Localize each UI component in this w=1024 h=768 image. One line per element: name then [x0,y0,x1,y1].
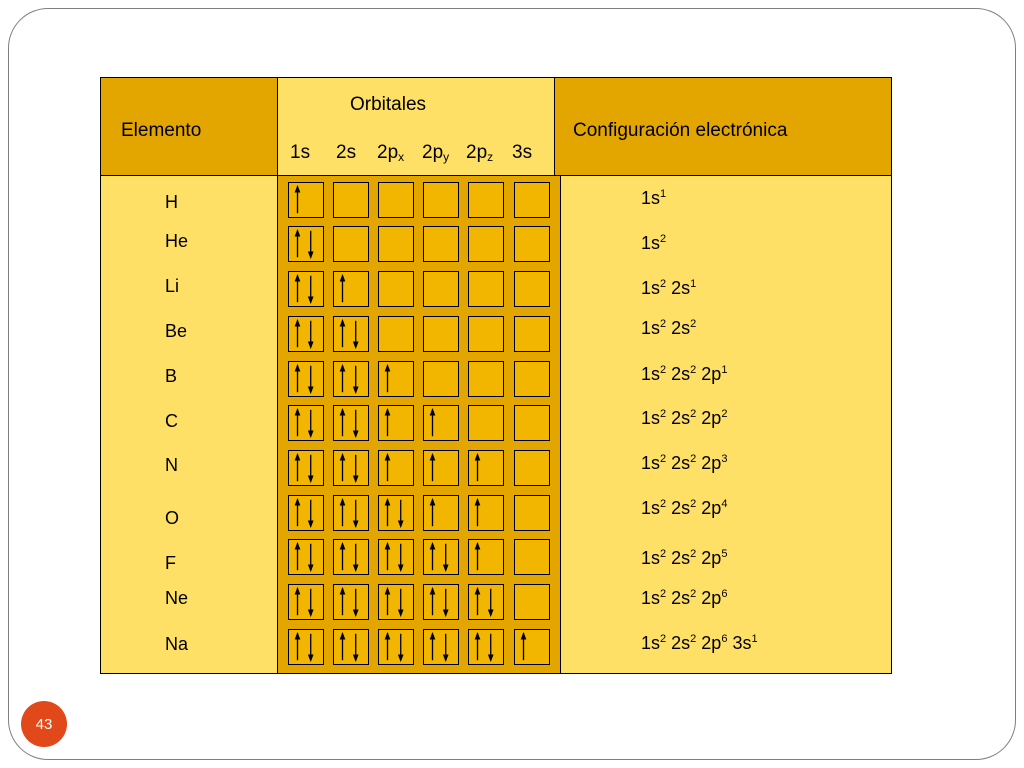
configuration-text: $1s^1$ [641,188,667,208]
orbital-box [423,450,459,486]
element-symbol: N [165,455,178,475]
empty-orbital-icon [424,317,458,351]
up-electron-icon [424,496,458,530]
orbital-box [423,226,459,262]
empty-orbital-icon [469,227,503,261]
orbital-box [468,361,504,397]
orbital-box [333,495,369,531]
element-symbol: B [165,366,178,386]
orbital-box [423,495,459,531]
orbital-box [468,584,504,620]
orbital-box [423,584,459,620]
orbital-box [514,316,550,352]
orbital-box [288,539,324,575]
configuration-text: $1s^2$ $2s^2$ $2p^2$ [641,408,728,428]
configuration-text: $1s^2$ [641,233,667,253]
orbital-box [333,450,369,486]
empty-orbital-icon [379,227,413,261]
empty-orbital-icon [515,585,549,619]
orbital-box [288,584,324,620]
element-symbol: Ne [165,588,189,608]
configuration-text: $1s^2$ $2s^2$ $2p^6$ [641,588,728,608]
orbital-box [378,495,414,531]
orbital-box [468,316,504,352]
up-electron-icon [379,451,413,485]
paired-electrons-icon [424,585,458,619]
configuration-column [561,176,892,674]
orbital-box [333,361,369,397]
orbital-box [468,182,504,218]
orbital-box [378,405,414,441]
orbital-box [423,405,459,441]
orbital-box [423,539,459,575]
empty-orbital-icon [515,496,549,530]
paired-electrons-icon [379,540,413,574]
orbital-box [423,629,459,665]
paired-electrons-icon [334,451,368,485]
orbital-box [288,361,324,397]
paired-electrons-icon [289,227,323,261]
orbital-box [514,539,550,575]
orbital-column [278,176,561,674]
orbital-box [333,539,369,575]
orbital-box [378,182,414,218]
empty-orbital-icon [515,362,549,396]
orbital-box [423,361,459,397]
empty-orbital-icon [334,183,368,217]
empty-orbital-icon [424,362,458,396]
configuration-text: $1s^2$ $2s^2$ $2p^3$ [641,453,728,473]
orbital-box [333,584,369,620]
empty-orbital-icon [424,272,458,306]
orbital-box [378,450,414,486]
page-number-badge: 43 [21,701,67,747]
orbital-box [423,182,459,218]
orbital-box [514,226,550,262]
orbital-box [378,316,414,352]
empty-orbital-icon [424,183,458,217]
paired-electrons-icon [334,406,368,440]
configuration-text: $1s^2$ $2s^2$ [641,318,697,338]
empty-orbital-icon [469,362,503,396]
orbital-label-4: $2p_z$ [466,142,494,164]
element-symbol: Li [165,276,180,296]
header-element-cell [100,77,278,176]
paired-electrons-icon [424,630,458,664]
element-symbol: C [165,411,178,431]
up-electron-icon [289,183,323,217]
paired-electrons-icon [289,272,323,306]
orbital-box [333,629,369,665]
element-symbol: H [165,192,178,212]
paired-electrons-icon [379,496,413,530]
orbital-box [333,405,369,441]
empty-orbital-icon [515,451,549,485]
orbital-label-1: 2s [336,142,357,163]
orbital-box [378,584,414,620]
orbital-box [514,495,550,531]
paired-electrons-icon [289,451,323,485]
empty-orbital-icon [515,227,549,261]
empty-orbital-icon [469,317,503,351]
orbital-box [468,539,504,575]
empty-orbital-icon [469,406,503,440]
empty-orbital-icon [515,183,549,217]
element-symbol: F [165,553,176,573]
header-orbitals: Orbitales [350,94,427,115]
empty-orbital-icon [379,317,413,351]
orbital-label-3: $2p_y$ [422,142,450,164]
paired-electrons-icon [334,585,368,619]
orbital-box [514,629,550,665]
orbital-box [514,361,550,397]
orbital-box [378,629,414,665]
paired-electrons-icon [334,630,368,664]
element-symbol: He [165,231,189,251]
paired-electrons-icon [469,585,503,619]
configuration-text: $1s^2$ $2s^2$ $2p^1$ [641,364,728,384]
orbital-box [468,495,504,531]
header-element: Elemento [121,120,202,141]
paired-electrons-icon [334,317,368,351]
orbital-box [288,629,324,665]
empty-orbital-icon [334,227,368,261]
orbital-box [288,405,324,441]
empty-orbital-icon [515,406,549,440]
orbital-box [378,539,414,575]
orbital-box [333,226,369,262]
paired-electrons-icon [334,362,368,396]
orbital-box [514,584,550,620]
paired-electrons-icon [334,540,368,574]
paired-electrons-icon [289,585,323,619]
empty-orbital-icon [469,272,503,306]
paired-electrons-icon [289,630,323,664]
orbital-box [423,316,459,352]
orbital-label-5: 3s [512,142,533,163]
up-electron-icon [515,630,549,664]
up-electron-icon [424,451,458,485]
orbital-box [514,450,550,486]
empty-orbital-icon [379,183,413,217]
up-electron-icon [424,406,458,440]
paired-electrons-icon [379,630,413,664]
orbital-box [514,405,550,441]
configuration-text: $1s^2$ $2s^1$ [641,278,697,298]
orbital-box [378,271,414,307]
orbital-box [333,271,369,307]
orbital-box [514,271,550,307]
configuration-text: $1s^2$ $2s^2$ $2p^5$ [641,548,728,568]
paired-electrons-icon [289,362,323,396]
paired-electrons-icon [334,496,368,530]
configuration-text: $1s^2$ $2s^2$ $2p^6$ $3s^1$ [641,633,758,653]
empty-orbital-icon [379,272,413,306]
element-column [100,176,278,674]
paired-electrons-icon [289,317,323,351]
orbital-box [288,450,324,486]
orbital-box [288,495,324,531]
paired-electrons-icon [379,585,413,619]
orbital-box [468,450,504,486]
up-electron-icon [469,496,503,530]
orbital-label-2: $2p_x$ [377,142,405,164]
empty-orbital-icon [515,317,549,351]
header-orbitals-cell [278,77,555,176]
up-electron-icon [379,362,413,396]
orbital-box [288,182,324,218]
header-configuration: Configuración electrónica [573,120,788,141]
up-electron-icon [334,272,368,306]
orbital-box [288,226,324,262]
empty-orbital-icon [515,272,549,306]
header-configuration-cell [555,77,892,176]
empty-orbital-icon [469,183,503,217]
paired-electrons-icon [289,540,323,574]
orbital-box [288,316,324,352]
orbital-label-0: 1s [290,142,311,163]
up-electron-icon [379,406,413,440]
orbital-box [333,182,369,218]
orbital-box [378,226,414,262]
orbital-box [468,629,504,665]
element-symbol: Be [165,321,188,341]
electron-configuration-table [100,77,894,675]
paired-electrons-icon [289,406,323,440]
up-electron-icon [469,451,503,485]
orbital-box [378,361,414,397]
up-electron-icon [469,540,503,574]
element-symbol: O [165,508,180,528]
orbital-box [333,316,369,352]
orbital-box [468,271,504,307]
configuration-text: $1s^2$ $2s^2$ $2p^4$ [641,498,728,518]
empty-orbital-icon [424,227,458,261]
paired-electrons-icon [469,630,503,664]
paired-electrons-icon [289,496,323,530]
element-symbol: Na [165,634,189,654]
paired-electrons-icon [424,540,458,574]
empty-orbital-icon [515,540,549,574]
orbital-box [468,226,504,262]
orbital-box [288,271,324,307]
orbital-box [514,182,550,218]
orbital-box [423,271,459,307]
orbital-box [468,405,504,441]
